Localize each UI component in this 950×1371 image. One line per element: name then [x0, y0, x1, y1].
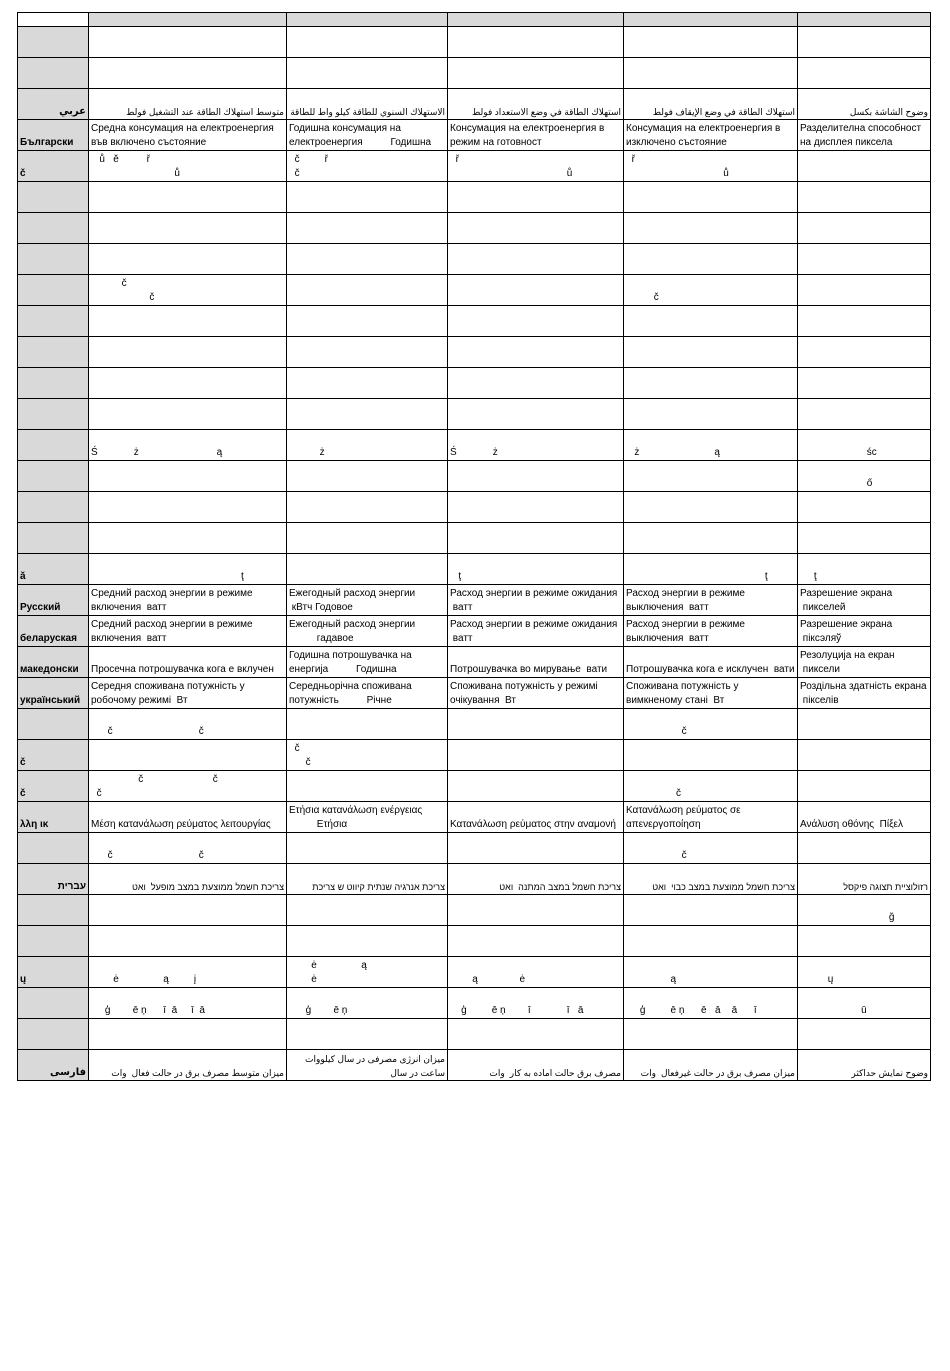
table-cell: [89, 244, 287, 275]
table-cell: [287, 399, 448, 430]
table-cell: Κατανάλωση ρεύματος στην αναμονή: [448, 802, 624, 833]
table-cell: ģ ē ņ ī ī ā: [448, 988, 624, 1019]
table-cell: [287, 58, 448, 89]
table-cell: [287, 275, 448, 306]
table-cell: č č: [89, 709, 287, 740]
table-cell: Μέση κατανάλωση ρεύματος λειτουργίας: [89, 802, 287, 833]
table-cell: [287, 213, 448, 244]
table-cell: ř ů: [448, 151, 624, 182]
language-label: [18, 368, 89, 399]
table-cell: [624, 740, 798, 771]
table-cell: Годишна потрошувачка на енергија Годишна: [287, 647, 448, 678]
table-cell: Консумация на електроенергия в режим на готовност: [448, 120, 624, 151]
table-cell: [448, 275, 624, 306]
table-cell: Просечна потрошувачка кога е вклучен: [89, 647, 287, 678]
table-cell: [89, 213, 287, 244]
table-cell: Годишна консумация на електроенергия Годишна: [287, 120, 448, 151]
table-row: [18, 864, 931, 895]
language-label: [18, 926, 89, 957]
table-cell: [287, 833, 448, 864]
table-row: [18, 337, 931, 368]
table-cell: ő: [798, 461, 931, 492]
language-label: [18, 895, 89, 926]
table-cell: ą: [624, 957, 798, 988]
table-cell: Средна консумация на електроенергия във включено състояние: [89, 120, 287, 151]
language-label: [18, 709, 89, 740]
language-label: [18, 833, 89, 864]
table-cell: [798, 926, 931, 957]
table-cell: Ετήσια κατανάλωση ενέργειας Ετήσια: [287, 802, 448, 833]
language-label: λλη ικ: [18, 802, 89, 833]
table-cell: [798, 58, 931, 89]
table-cell: Консумация на електроенергия в изключено състояние: [624, 120, 798, 151]
table-cell: רזולוציית תצוגה פיקסל: [798, 864, 931, 895]
table-row: [18, 213, 931, 244]
language-label: [18, 988, 89, 1019]
table-cell: وضوح نمایش حداکثر: [798, 1050, 931, 1081]
table-cell: [448, 27, 624, 58]
table-row: [18, 678, 931, 709]
table-cell: ğ: [798, 895, 931, 926]
table-cell: [798, 492, 931, 523]
table-cell: [624, 368, 798, 399]
language-label: [18, 244, 89, 275]
table-cell: [287, 182, 448, 213]
table-cell: [798, 709, 931, 740]
table-cell: [448, 709, 624, 740]
column-header-row: [18, 13, 931, 27]
table-cell: č č č: [89, 771, 287, 802]
language-label: [18, 1019, 89, 1050]
table-cell: [287, 492, 448, 523]
table-cell: Расход энергии в режиме выключения ватт: [624, 585, 798, 616]
table-row: [18, 151, 931, 182]
table-cell: ţ: [448, 554, 624, 585]
language-label: ų: [18, 957, 89, 988]
table-cell: [798, 213, 931, 244]
language-label: č: [18, 151, 89, 182]
table-row: [18, 523, 931, 554]
table-cell: [287, 244, 448, 275]
table-cell: [287, 771, 448, 802]
language-label: عربي: [18, 89, 89, 120]
language-label: فارسی: [18, 1050, 89, 1081]
language-label: ă: [18, 554, 89, 585]
corner-cell: [18, 13, 89, 27]
table-cell: ģ ē ņ ē ā ā ī: [624, 988, 798, 1019]
table-cell: [89, 306, 287, 337]
table-body: [18, 13, 931, 1081]
table-cell: Споживана потужність у режимі очікування Вт: [448, 678, 624, 709]
table-cell: ė ą į: [89, 957, 287, 988]
table-cell: [448, 523, 624, 554]
table-cell: [798, 306, 931, 337]
table-cell: [624, 1019, 798, 1050]
table-cell: [287, 1019, 448, 1050]
table-cell: [89, 1019, 287, 1050]
language-label: беларуская: [18, 616, 89, 647]
table-cell: [89, 740, 287, 771]
language-label: український: [18, 678, 89, 709]
table-cell: [448, 740, 624, 771]
table-cell: [624, 182, 798, 213]
table-row: [18, 430, 931, 461]
table-cell: [448, 368, 624, 399]
table-cell: [448, 306, 624, 337]
language-label: [18, 492, 89, 523]
table-cell: Ś ż ą: [89, 430, 287, 461]
table-cell: śc: [798, 430, 931, 461]
table-cell: [89, 368, 287, 399]
table-cell: [624, 337, 798, 368]
table-cell: [287, 368, 448, 399]
table-cell: Ежегодный расход энергии гадавое: [287, 616, 448, 647]
table-cell: č č: [287, 740, 448, 771]
table-cell: [798, 771, 931, 802]
table-cell: [287, 523, 448, 554]
language-label: [18, 182, 89, 213]
table-cell: متوسط استهلاك الطاقة عند التشغيل فولط: [89, 89, 287, 120]
table-cell: Роздільна здатність екрана пікселів: [798, 678, 931, 709]
table-row: [18, 1050, 931, 1081]
table-cell: [89, 182, 287, 213]
column-header: [624, 13, 798, 27]
table-cell: Потрошувачка кога е исклучен вати: [624, 647, 798, 678]
table-row: [18, 616, 931, 647]
table-cell: [798, 244, 931, 275]
table-cell: [448, 461, 624, 492]
language-label: [18, 58, 89, 89]
table-cell: استهلاك الطاقة في وضع الإيقاف فولط: [624, 89, 798, 120]
table-cell: [287, 306, 448, 337]
table-cell: [624, 461, 798, 492]
language-label: [18, 213, 89, 244]
language-label: македонски: [18, 647, 89, 678]
table-cell: ą ė: [448, 957, 624, 988]
table-cell: میزان انرژی مصرفی در سال کیلووات ساعت در سال: [287, 1050, 448, 1081]
table-row: [18, 275, 931, 306]
table-cell: č č: [89, 833, 287, 864]
table-cell: [624, 523, 798, 554]
table-cell: [798, 182, 931, 213]
table-cell: Середньорічна споживана потужність Річне: [287, 678, 448, 709]
table-cell: الاستهلاك السنوي للطاقة كيلو واط للطاقة: [287, 89, 448, 120]
table-cell: [798, 833, 931, 864]
table-cell: [448, 492, 624, 523]
table-cell: [287, 554, 448, 585]
table-cell: ė ą ė: [287, 957, 448, 988]
table-cell: Ежегодный расход энергии кВтч Годовое: [287, 585, 448, 616]
table-row: [18, 926, 931, 957]
table-cell: [624, 399, 798, 430]
column-header: [448, 13, 624, 27]
table-cell: [448, 337, 624, 368]
table-cell: [798, 368, 931, 399]
language-label: [18, 523, 89, 554]
table-row: [18, 802, 931, 833]
table-cell: [798, 1019, 931, 1050]
table-cell: [287, 27, 448, 58]
column-header: [798, 13, 931, 27]
table-row: [18, 182, 931, 213]
table-cell: [448, 213, 624, 244]
table-cell: [624, 492, 798, 523]
column-header: [89, 13, 287, 27]
table-cell: ģ ē ņ: [287, 988, 448, 1019]
translation-table: [17, 12, 931, 1081]
table-cell: [448, 1019, 624, 1050]
table-cell: [448, 926, 624, 957]
language-label: [18, 337, 89, 368]
table-row: [18, 647, 931, 678]
table-row: [18, 709, 931, 740]
table-cell: Средний расход энергии в режиме включения ватт: [89, 616, 287, 647]
table-cell: [89, 523, 287, 554]
table-cell: [624, 58, 798, 89]
table-cell: ū: [798, 988, 931, 1019]
language-label: [18, 399, 89, 430]
table-row: [18, 1019, 931, 1050]
table-cell: č: [624, 275, 798, 306]
table-row: [18, 895, 931, 926]
table-cell: [89, 58, 287, 89]
table-cell: Расход энергии в режиме ожидания ватт: [448, 585, 624, 616]
table-cell: [448, 833, 624, 864]
table-cell: [89, 461, 287, 492]
table-row: [18, 120, 931, 151]
table-cell: Середня споживана потужність у робочому режимі Вт: [89, 678, 287, 709]
table-cell: [798, 337, 931, 368]
table-row: [18, 492, 931, 523]
table-row: [18, 399, 931, 430]
table-cell: Разрешение экрана пикселей: [798, 585, 931, 616]
table-cell: ř ů: [624, 151, 798, 182]
table-cell: [448, 399, 624, 430]
language-label: č: [18, 740, 89, 771]
table-cell: [798, 275, 931, 306]
table-cell: č č: [89, 275, 287, 306]
language-label: [18, 27, 89, 58]
table-cell: צריכת חשמל ממוצעת במצב מופעל ואט: [89, 864, 287, 895]
table-cell: [798, 740, 931, 771]
table-cell: Резолуција на екран пиксели: [798, 647, 931, 678]
table-cell: [448, 895, 624, 926]
table-row: [18, 833, 931, 864]
language-label: [18, 306, 89, 337]
table-cell: Κατανάλωση ρεύματος σε απενεργοποίηση: [624, 802, 798, 833]
table-row: [18, 89, 931, 120]
table-cell: [624, 895, 798, 926]
language-label: [18, 461, 89, 492]
table-row: [18, 58, 931, 89]
table-cell: [798, 27, 931, 58]
table-cell: ů ě ř ů: [89, 151, 287, 182]
table-cell: [624, 244, 798, 275]
table-row: [18, 988, 931, 1019]
table-cell: [798, 523, 931, 554]
table-cell: č: [624, 709, 798, 740]
table-cell: [287, 926, 448, 957]
table-row: [18, 957, 931, 988]
language-label: [18, 275, 89, 306]
table-cell: Ανάλυση οθόνης Πίξελ: [798, 802, 931, 833]
table-cell: Расход энергии в режиме ожидания ватт: [448, 616, 624, 647]
table-row: [18, 771, 931, 802]
table-cell: [89, 926, 287, 957]
table-row: [18, 306, 931, 337]
table-cell: وضوح الشاشة بكسل: [798, 89, 931, 120]
table-cell: استهلاك الطاقة في وضع الاستعداد فولط: [448, 89, 624, 120]
table-cell: [448, 244, 624, 275]
table-cell: צריכת חשמל ממוצעת במצב כבוי ואט: [624, 864, 798, 895]
table-cell: [798, 151, 931, 182]
table-cell: میزان متوسط مصرف برق در حالت فعال وات: [89, 1050, 287, 1081]
language-label: č: [18, 771, 89, 802]
table-cell: [287, 461, 448, 492]
table-cell: צריכת חשמל במצב המתנה ואט: [448, 864, 624, 895]
table-cell: Разрешение экрана піксэляў: [798, 616, 931, 647]
table-cell: ţ: [89, 554, 287, 585]
table-cell: [448, 771, 624, 802]
table-cell: [287, 895, 448, 926]
table-cell: Потрошувачка во мирување вати: [448, 647, 624, 678]
table-cell: [624, 213, 798, 244]
table-cell: [89, 337, 287, 368]
table-cell: [448, 182, 624, 213]
table-cell: Ś ż: [448, 430, 624, 461]
table-cell: [89, 492, 287, 523]
table-cell: ţ: [798, 554, 931, 585]
language-label: Русский: [18, 585, 89, 616]
language-label: Български: [18, 120, 89, 151]
table-cell: ż ą: [624, 430, 798, 461]
language-label: עברית: [18, 864, 89, 895]
table-cell: Средний расход энергии в режиме включения ватт: [89, 585, 287, 616]
table-row: [18, 461, 931, 492]
table-cell: [89, 895, 287, 926]
table-row: [18, 740, 931, 771]
table-cell: [798, 399, 931, 430]
table-cell: ż: [287, 430, 448, 461]
table-cell: Разделителна способност на дисплея пиксела: [798, 120, 931, 151]
table-cell: Споживана потужність у вимкненому стані Вт: [624, 678, 798, 709]
table-row: [18, 585, 931, 616]
table-row: [18, 244, 931, 275]
table-cell: [287, 337, 448, 368]
table-cell: č: [624, 833, 798, 864]
table-cell: [624, 306, 798, 337]
table-cell: [287, 709, 448, 740]
table-cell: [448, 58, 624, 89]
column-header: [287, 13, 448, 27]
table-cell: [624, 926, 798, 957]
table-row: [18, 554, 931, 585]
table-cell: ģ ē ņ ī ā ī ā: [89, 988, 287, 1019]
table-cell: [89, 27, 287, 58]
language-label: [18, 430, 89, 461]
table-cell: Расход энергии в режиме выключения ватт: [624, 616, 798, 647]
table-row: [18, 27, 931, 58]
table-cell: č: [624, 771, 798, 802]
table-cell: ų: [798, 957, 931, 988]
table-cell: č ř č: [287, 151, 448, 182]
table-cell: [89, 399, 287, 430]
table-cell: צריכת אנרגיה שנתית קיווט ש צריכת: [287, 864, 448, 895]
table-cell: مصرف برق حالت اماده به کار وات: [448, 1050, 624, 1081]
table-row: [18, 368, 931, 399]
table-cell: ţ: [624, 554, 798, 585]
table-cell: میزان مصرف برق در حالت غیرفعال وات: [624, 1050, 798, 1081]
table-cell: [624, 27, 798, 58]
